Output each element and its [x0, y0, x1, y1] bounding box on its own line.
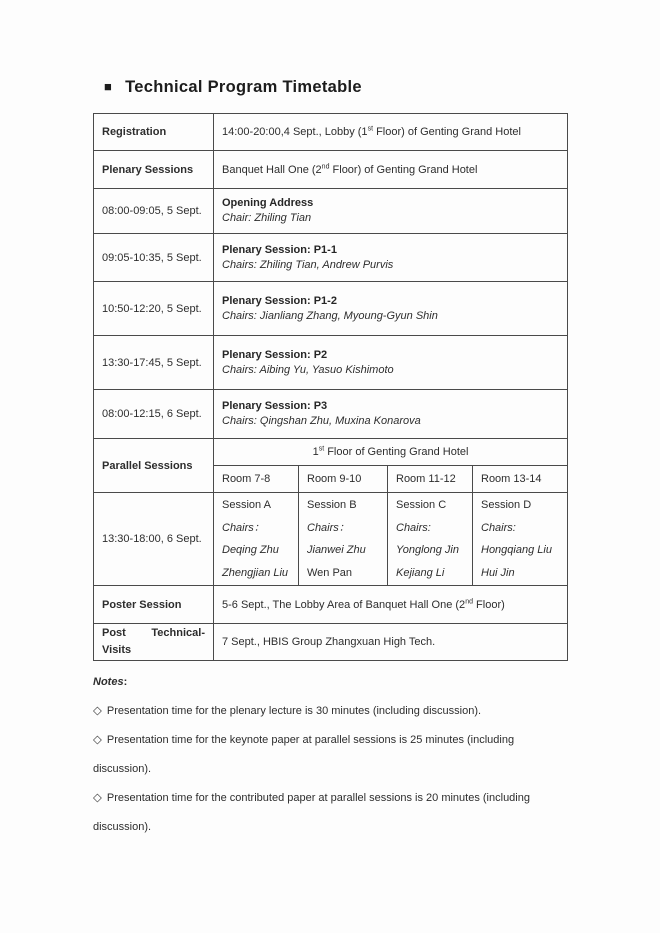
session-info: [214, 282, 568, 336]
session-chairs: Chairs: Aibing Yu, Yasuo Kishimoto: [222, 363, 394, 376]
room-header-7-8: Room 7-8: [214, 466, 299, 493]
note-item: [93, 697, 567, 726]
plenary-location-text: Banquet Hall One (2: [222, 163, 322, 176]
session-title: Plenary Session: P2: [222, 348, 328, 361]
session-name: Session A: [222, 499, 271, 511]
notes-heading: [93, 668, 567, 697]
session-info: [214, 390, 568, 439]
session-info: [214, 336, 568, 390]
registration-text: 14:00-20:00,4 Sept., Lobby (1: [222, 126, 368, 138]
post-visits-value: 7 Sept., HBIS Group Zhangxuan High Tech.: [214, 624, 568, 661]
timetable: [93, 113, 568, 661]
plenary-location-value: [214, 151, 568, 189]
session-chairs: Chairs: Qingshan Zhu, Muxina Konarova: [222, 415, 421, 427]
chair-name: Hui Jin: [481, 566, 515, 579]
ordinal-suffix: st: [318, 445, 325, 453]
note-text: Presentation time for the contributed paper at parallel sessions is 20 minutes (including discussion).: [93, 792, 530, 833]
diamond-bullet-icon: ◇: [93, 792, 102, 804]
session-title: Opening Address: [222, 197, 314, 209]
registration-label: Registration: [94, 114, 214, 151]
parallel-floor-value: [214, 439, 568, 466]
table-row-plenary-p2: [94, 336, 568, 390]
post-visits-label-word2: Technical-: [151, 627, 205, 639]
room-header-9-10: Room 9-10: [299, 466, 388, 493]
table-row-poster: [94, 586, 568, 624]
post-visits-label-word3: Visits: [102, 644, 132, 656]
table-row-opening-address: [94, 189, 568, 234]
plenary-sessions-label: Plenary Sessions: [94, 151, 214, 189]
table-row-post-visits: [94, 624, 568, 661]
poster-session-value: [214, 586, 568, 624]
session-name: Session C: [396, 499, 447, 511]
parallel-time: 13:30-18:00, 6 Sept.: [94, 493, 214, 586]
post-visits-label-word1: Post: [102, 627, 126, 639]
note-item: [93, 726, 567, 784]
session-b-cell: [299, 493, 388, 586]
table-row-plenary-p1-1: [94, 234, 568, 282]
parallel-floor-text-rest: Floor of Genting Grand Hotel: [324, 446, 469, 458]
session-c-cell: [388, 493, 473, 586]
session-info: [214, 189, 568, 234]
chairs-label: Chairs：: [222, 521, 265, 534]
session-time: 08:00-12:15, 6 Sept.: [94, 390, 214, 439]
poster-text: 5-6 Sept., The Lobby Area of Banquet Hall One (2: [222, 598, 466, 611]
chair-name: Zhengjian Liu: [222, 566, 289, 579]
registration-value: [214, 114, 568, 151]
session-a-cell: [214, 493, 299, 586]
session-time: 08:00-09:05, 5 Sept.: [94, 189, 214, 234]
table-row-registration: [94, 114, 568, 151]
post-visits-label: [94, 624, 214, 661]
parallel-floor-text: 1: [312, 446, 319, 458]
square-bullet-icon: ■: [104, 79, 113, 94]
session-time: 13:30-17:45, 5 Sept.: [94, 336, 214, 390]
session-chairs: Chair: Zhiling Tian: [222, 212, 312, 224]
session-title: Plenary Session: P3: [222, 400, 328, 412]
session-info: [214, 234, 568, 282]
session-name: Session D: [481, 499, 532, 511]
table-row-plenary-p3: [94, 390, 568, 439]
session-title: Plenary Session: P1-1: [222, 243, 337, 256]
session-title: Plenary Session: P1-2: [222, 294, 337, 307]
notes-heading-colon: :: [123, 676, 128, 688]
plenary-location-text-rest: Floor) of Genting Grand Hotel: [329, 163, 478, 176]
chair-name: Kejiang Li: [396, 566, 445, 579]
ordinal-suffix: nd: [321, 162, 330, 170]
poster-text-rest: Floor): [472, 598, 505, 611]
parallel-sessions-label: Parallel Sessions: [94, 439, 214, 493]
poster-session-label: Poster Session: [94, 586, 214, 624]
chair-name: Yonglong Jin: [396, 544, 459, 556]
session-name: Session B: [307, 499, 357, 511]
session-time: 10:50-12:20, 5 Sept.: [94, 282, 214, 336]
ordinal-suffix: st: [367, 125, 374, 133]
ordinal-suffix: nd: [465, 597, 473, 605]
table-row-parallel-sessions: [94, 493, 568, 586]
diamond-bullet-icon: ◇: [93, 705, 102, 717]
chair-name: Wen Pan: [307, 566, 353, 579]
session-chairs: Chairs: Jianliang Zhang, Myoung-Gyun Shin: [222, 309, 438, 322]
notes-heading-text: Notes: [93, 676, 124, 688]
page-title: [93, 78, 567, 97]
notes-section: [93, 668, 567, 842]
table-row-parallel-floor: [94, 439, 568, 466]
chair-name: Jianwei Zhu: [307, 544, 366, 556]
session-chairs: Chairs: Zhiling Tian, Andrew Purvis: [222, 258, 394, 271]
note-text: Presentation time for the plenary lecture is 30 minutes (including discussion).: [106, 705, 482, 717]
room-header-11-12: Room 11-12: [388, 466, 473, 493]
chairs-label: Chairs:: [396, 521, 431, 534]
registration-text-rest: Floor) of Genting Grand Hotel: [373, 126, 521, 138]
session-d-cell: [473, 493, 568, 586]
note-item: [93, 784, 567, 842]
page-title-text: Technical Program Timetable: [125, 78, 362, 96]
chairs-label: Chairs:: [481, 521, 516, 534]
table-row-plenary-p1-2: [94, 282, 568, 336]
chairs-label: Chairs：: [307, 521, 350, 534]
table-row-plenary-location: [94, 151, 568, 189]
diamond-bullet-icon: ◇: [93, 734, 102, 746]
chair-name: Deqing Zhu: [222, 544, 279, 556]
note-text: Presentation time for the keynote paper at parallel sessions is 25 minutes (including discussion).: [93, 734, 515, 775]
chair-name: Hongqiang Liu: [481, 544, 552, 556]
session-time: 09:05-10:35, 5 Sept.: [94, 234, 214, 282]
room-header-13-14: Room 13-14: [473, 466, 568, 493]
